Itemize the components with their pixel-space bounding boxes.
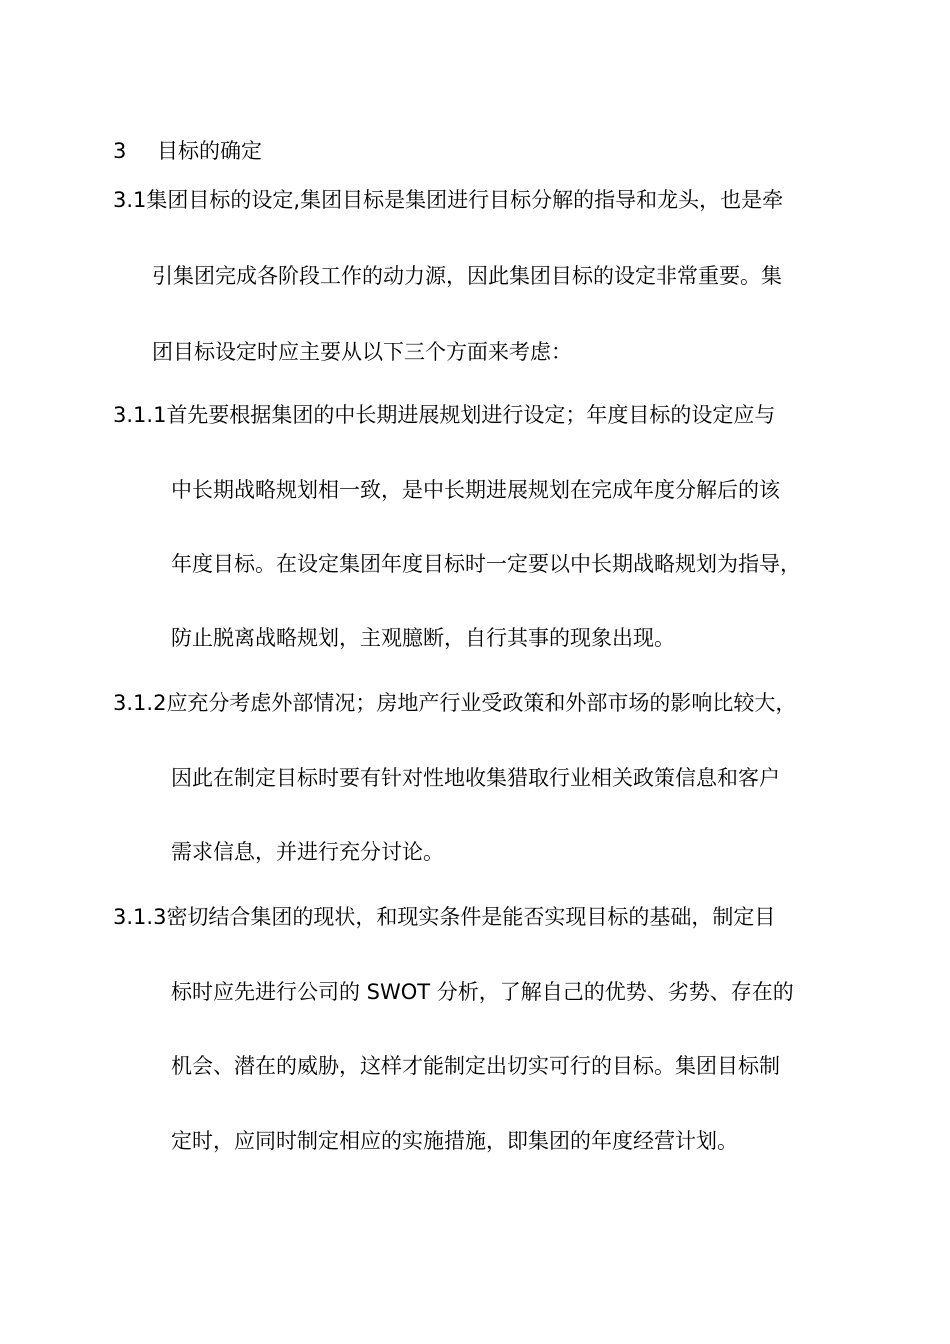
heading-title: 目标的确定 bbox=[157, 139, 262, 163]
paragraph-3-1-3-line-1 bbox=[113, 903, 775, 931]
paragraph-3-1-2-line-1 bbox=[113, 689, 796, 717]
paragraph-3-1-2-line-3: 需求信息，并进行充分讨论。 bbox=[171, 840, 444, 864]
paragraph-3-1-1-line-2: 中长期战略规划相一致，是中长期进展规划在完成年度分解后的该 bbox=[171, 478, 780, 502]
heading-number: 3 bbox=[113, 139, 127, 163]
paragraph-text: 密切结合集团的现状，和现实条件是能否实现目标的基础，制定目 bbox=[166, 905, 776, 929]
paragraph-number: 3.1.3 bbox=[113, 905, 167, 929]
paragraph-text: 应充分考虑外部情况；房地产行业受政策和外部市场的影响比较大， bbox=[166, 691, 797, 715]
paragraph-text: 首先要根据集团的中长期进展规划进行设定；年度目标的设定应与 bbox=[166, 403, 776, 427]
paragraph-3-1-3-line-2: 标时应先进行公司的 SWOT 分析，了解自己的优势、劣势、存在的 bbox=[171, 980, 794, 1004]
paragraph-3-1-line-1 bbox=[113, 186, 783, 214]
paragraph-3-1-line-3: 团目标设定时应主要从以下三个方面来考虑： bbox=[152, 340, 572, 364]
paragraph-text: 集团目标的设定,集团目标是集团进行目标分解的指导和龙头，也是牵 bbox=[146, 188, 784, 212]
paragraph-3-1-2-line-2: 因此在制定目标时要有针对性地收集猎取行业相关政策信息和客户 bbox=[171, 766, 780, 790]
paragraph-3-1-1-line-3: 年度目标。在设定集团年度目标时一定要以中长期战略规划为指导， bbox=[171, 552, 801, 576]
paragraph-3-1-1-line-4: 防止脱离战略规划，主观臆断，自行其事的现象出现。 bbox=[171, 626, 675, 650]
paragraph-number: 3.1.1 bbox=[113, 403, 167, 427]
paragraph-3-1-line-2: 引集团完成各阶段工作的动力源，因此集团目标的设定非常重要。集 bbox=[152, 264, 782, 288]
paragraph-number: 3.1.2 bbox=[113, 691, 167, 715]
section-heading bbox=[113, 137, 262, 165]
paragraph-3-1-3-line-4: 定时，应同时制定相应的实施措施，即集团的年度经营计划。 bbox=[171, 1129, 738, 1153]
paragraph-3-1-3-line-3: 机会、潜在的威胁，这样才能制定出切实可行的目标。集团目标制 bbox=[171, 1054, 780, 1078]
paragraph-number: 3.1 bbox=[113, 188, 147, 212]
paragraph-3-1-1-line-1 bbox=[113, 401, 775, 429]
